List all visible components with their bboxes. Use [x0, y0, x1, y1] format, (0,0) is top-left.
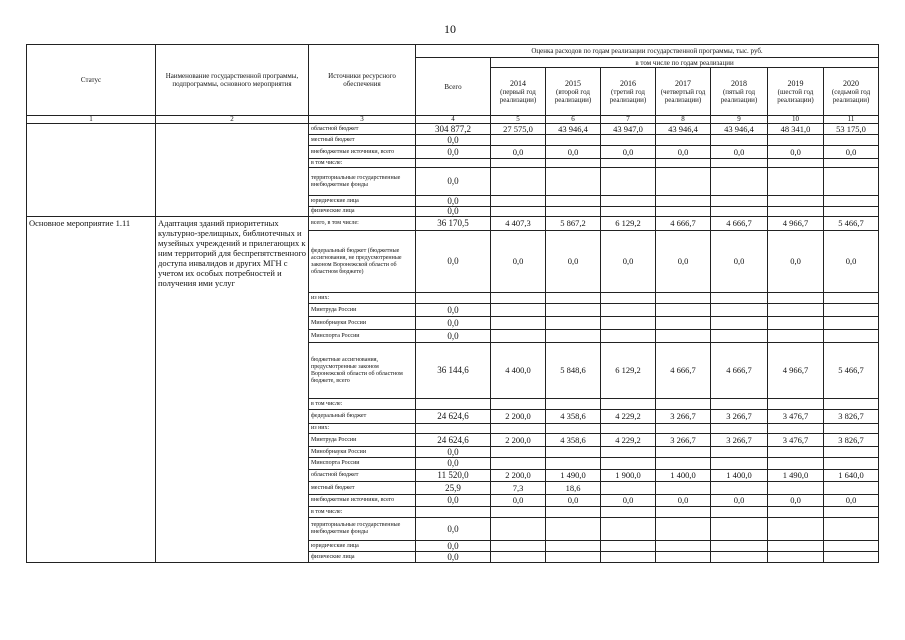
- year-value-cell: 2 200,0: [491, 470, 546, 482]
- header-total: Всего: [416, 58, 491, 116]
- year-value-cell: 0,0: [824, 146, 879, 159]
- source-cell: в том числе:: [309, 507, 416, 518]
- header-year-2017: [656, 68, 711, 116]
- year-value-cell: [824, 330, 879, 343]
- year-value-cell: [824, 424, 879, 434]
- year-value-cell: [601, 135, 656, 146]
- source-cell: из них:: [309, 424, 416, 434]
- year-value-cell: [491, 330, 546, 343]
- year-value-cell: [601, 518, 656, 541]
- year-value-cell: [601, 293, 656, 304]
- header-year-number: 2014: [510, 78, 526, 88]
- year-value-cell: 43 946,4: [546, 124, 601, 135]
- source-cell: Минспорта России: [309, 458, 416, 470]
- total-cell: [416, 293, 491, 304]
- year-value-cell: [768, 541, 824, 552]
- year-value-cell: [711, 293, 768, 304]
- year-value-cell: 0,0: [711, 495, 768, 507]
- year-value-cell: [601, 399, 656, 410]
- source-cell: Минобрнауки России: [309, 447, 416, 458]
- header-year-label: (первый год реализации): [499, 87, 537, 104]
- year-value-cell: 1 400,0: [711, 470, 768, 482]
- year-value-cell: 1 490,0: [546, 470, 601, 482]
- total-cell: 24 624,6: [416, 410, 491, 424]
- year-value-cell: [656, 518, 711, 541]
- year-value-cell: 5 867,2: [546, 217, 601, 231]
- page-number: 10: [444, 22, 456, 36]
- source-cell: местный бюджет: [309, 135, 416, 146]
- year-value-cell: [711, 424, 768, 434]
- year-value-cell: [491, 507, 546, 518]
- year-value-cell: [711, 507, 768, 518]
- total-cell: 0,0: [416, 304, 491, 317]
- year-value-cell: [656, 541, 711, 552]
- year-value-cell: [601, 424, 656, 434]
- year-value-cell: [656, 135, 711, 146]
- year-value-cell: [491, 424, 546, 434]
- year-value-cell: [546, 159, 601, 168]
- year-value-cell: 4 229,2: [601, 434, 656, 447]
- year-value-cell: [768, 507, 824, 518]
- year-value-cell: [656, 168, 711, 196]
- year-value-cell: [546, 552, 601, 563]
- total-cell: 0,0: [416, 330, 491, 343]
- column-number: 3: [309, 116, 416, 124]
- header-year-number: 2016: [620, 78, 636, 88]
- total-cell: 0,0: [416, 196, 491, 207]
- year-value-cell: [546, 424, 601, 434]
- year-value-cell: [601, 507, 656, 518]
- header-year-2020: [824, 68, 879, 116]
- source-cell: в том числе:: [309, 399, 416, 410]
- source-cell: внебюджетные источники, всего: [309, 146, 416, 159]
- total-cell: 0,0: [416, 447, 491, 458]
- year-value-cell: 5 466,7: [824, 217, 879, 231]
- year-value-cell: [656, 507, 711, 518]
- year-value-cell: [824, 135, 879, 146]
- total-cell: 0,0: [416, 518, 491, 541]
- year-value-cell: [768, 168, 824, 196]
- year-value-cell: 2 200,0: [491, 410, 546, 424]
- year-value-cell: 0,0: [711, 231, 768, 293]
- year-value-cell: 43 946,4: [711, 124, 768, 135]
- column-number: 2: [156, 116, 309, 124]
- header-by-years: в том числе по годам реализации: [491, 58, 879, 68]
- header-year-number: 2019: [787, 78, 804, 88]
- year-value-cell: [711, 399, 768, 410]
- total-cell: 0,0: [416, 207, 491, 217]
- year-value-cell: [601, 552, 656, 563]
- year-value-cell: [601, 159, 656, 168]
- total-cell: [416, 507, 491, 518]
- year-value-cell: [711, 317, 768, 330]
- year-value-cell: [711, 541, 768, 552]
- source-cell: физические лица: [309, 552, 416, 563]
- year-value-cell: [491, 196, 546, 207]
- year-value-cell: [601, 330, 656, 343]
- year-value-cell: [711, 482, 768, 495]
- status-cell: [27, 124, 156, 217]
- total-cell: 304 877,2: [416, 124, 491, 135]
- column-number: 4: [416, 116, 491, 124]
- year-value-cell: [711, 447, 768, 458]
- year-value-cell: [824, 458, 879, 470]
- year-value-cell: [768, 317, 824, 330]
- year-value-cell: [601, 196, 656, 207]
- year-value-cell: [491, 541, 546, 552]
- header-year-2014: [491, 68, 546, 116]
- year-value-cell: 3 266,7: [656, 434, 711, 447]
- year-value-cell: 0,0: [601, 146, 656, 159]
- year-value-cell: [824, 447, 879, 458]
- total-cell: 0,0: [416, 168, 491, 196]
- year-value-cell: [824, 304, 879, 317]
- year-value-cell: 4 666,7: [656, 217, 711, 231]
- year-value-cell: [768, 482, 824, 495]
- year-value-cell: [491, 159, 546, 168]
- year-value-cell: [656, 330, 711, 343]
- header-name: Наименование государственной программы, подпрограммы, основного мероприятия: [156, 45, 309, 116]
- table-row: [27, 124, 879, 135]
- year-value-cell: [824, 552, 879, 563]
- year-value-cell: [491, 168, 546, 196]
- year-value-cell: [546, 330, 601, 343]
- year-value-cell: 1 400,0: [656, 470, 711, 482]
- total-cell: 25,9: [416, 482, 491, 495]
- year-value-cell: [711, 518, 768, 541]
- source-cell: юридические лица: [309, 541, 416, 552]
- source-cell: бюджетные ассигнования, предусмотренные законом Воронежской области об областном бюджете, всего: [309, 343, 416, 399]
- year-value-cell: [656, 424, 711, 434]
- year-value-cell: [491, 399, 546, 410]
- column-number: 11: [824, 116, 879, 124]
- year-value-cell: 0,0: [768, 146, 824, 159]
- year-value-cell: 43 947,0: [601, 124, 656, 135]
- year-value-cell: [546, 458, 601, 470]
- year-value-cell: [824, 541, 879, 552]
- header-year-label: (второй год реализации): [554, 87, 592, 104]
- year-value-cell: 4 400,0: [491, 343, 546, 399]
- year-value-cell: [768, 293, 824, 304]
- year-value-cell: 3 826,7: [824, 434, 879, 447]
- source-cell: всего, в том числе:: [309, 217, 416, 231]
- year-value-cell: 3 266,7: [711, 434, 768, 447]
- year-value-cell: 18,6: [546, 482, 601, 495]
- header-year-label: (четвертый год реализации): [660, 87, 706, 104]
- source-cell: территориальные государственные внебюджетные фонды: [309, 518, 416, 541]
- source-cell: Минспорта России: [309, 330, 416, 343]
- year-value-cell: 3 826,7: [824, 410, 879, 424]
- year-value-cell: 2 200,0: [491, 434, 546, 447]
- year-value-cell: 6 129,2: [601, 217, 656, 231]
- header-year-2015: [546, 68, 601, 116]
- year-value-cell: [824, 399, 879, 410]
- year-value-cell: 4 966,7: [768, 343, 824, 399]
- status-cell: Основное мероприятие 1.11: [27, 217, 156, 563]
- header-year-2018: [711, 68, 768, 116]
- total-cell: 0,0: [416, 541, 491, 552]
- source-cell: областной бюджет: [309, 470, 416, 482]
- header-year-number: 2017: [675, 78, 691, 88]
- year-value-cell: 4 666,7: [711, 343, 768, 399]
- year-value-cell: [546, 168, 601, 196]
- year-value-cell: [711, 330, 768, 343]
- year-value-cell: [656, 482, 711, 495]
- year-value-cell: [491, 304, 546, 317]
- year-value-cell: 4 666,7: [711, 217, 768, 231]
- year-value-cell: [656, 207, 711, 217]
- header-year-2016: [601, 68, 656, 116]
- source-cell: Минобрнауки России: [309, 317, 416, 330]
- year-value-cell: [546, 399, 601, 410]
- source-cell: федеральный бюджет: [309, 410, 416, 424]
- year-value-cell: [824, 507, 879, 518]
- header-year-number: 2015: [565, 78, 581, 88]
- source-cell: в том числе:: [309, 159, 416, 168]
- year-value-cell: [546, 207, 601, 217]
- total-cell: 0,0: [416, 317, 491, 330]
- year-value-cell: 0,0: [656, 495, 711, 507]
- year-value-cell: [601, 447, 656, 458]
- year-value-cell: [768, 518, 824, 541]
- year-value-cell: [768, 552, 824, 563]
- year-value-cell: [656, 196, 711, 207]
- source-cell: юридические лица: [309, 196, 416, 207]
- year-value-cell: [711, 135, 768, 146]
- column-number: 7: [601, 116, 656, 124]
- total-cell: 11 520,0: [416, 470, 491, 482]
- year-value-cell: [768, 159, 824, 168]
- year-value-cell: 1 490,0: [768, 470, 824, 482]
- table-row: [27, 217, 879, 231]
- year-value-cell: 27 575,0: [491, 124, 546, 135]
- year-value-cell: [656, 552, 711, 563]
- year-value-cell: [824, 168, 879, 196]
- year-value-cell: [768, 304, 824, 317]
- year-value-cell: [546, 447, 601, 458]
- year-value-cell: [601, 207, 656, 217]
- year-value-cell: [711, 304, 768, 317]
- year-value-cell: [824, 196, 879, 207]
- year-value-cell: [824, 207, 879, 217]
- total-cell: 24 624,6: [416, 434, 491, 447]
- year-value-cell: [656, 447, 711, 458]
- source-cell: областной бюджет: [309, 124, 416, 135]
- year-value-cell: 0,0: [491, 495, 546, 507]
- year-value-cell: 48 341,0: [768, 124, 824, 135]
- year-value-cell: [711, 552, 768, 563]
- source-cell: из них:: [309, 293, 416, 304]
- header-year-label: (седьмой год реализации): [831, 87, 871, 104]
- header-sources: Источники ресурсного обеспечения: [309, 45, 416, 116]
- year-value-cell: [711, 196, 768, 207]
- year-value-cell: [546, 317, 601, 330]
- year-value-cell: [491, 317, 546, 330]
- year-value-cell: [601, 168, 656, 196]
- year-value-cell: 4 407,3: [491, 217, 546, 231]
- year-value-cell: 0,0: [824, 495, 879, 507]
- header-year-number: 2020: [843, 78, 860, 88]
- year-value-cell: 3 266,7: [711, 410, 768, 424]
- year-value-cell: 0,0: [656, 146, 711, 159]
- year-value-cell: 5 466,7: [824, 343, 879, 399]
- total-cell: 0,0: [416, 552, 491, 563]
- year-value-cell: [546, 304, 601, 317]
- year-value-cell: [711, 207, 768, 217]
- year-value-cell: [491, 518, 546, 541]
- year-value-cell: 0,0: [601, 231, 656, 293]
- year-value-cell: [768, 424, 824, 434]
- source-cell: физические лица: [309, 207, 416, 217]
- year-value-cell: [601, 482, 656, 495]
- year-value-cell: [824, 482, 879, 495]
- year-value-cell: [824, 293, 879, 304]
- year-value-cell: [601, 541, 656, 552]
- header-year-label: (пятый год реализации): [720, 87, 758, 104]
- year-value-cell: 4 966,7: [768, 217, 824, 231]
- header-estimate: Оценка расходов по годам реализации государственной программы, тыс. руб.: [416, 45, 879, 58]
- total-cell: [416, 399, 491, 410]
- budget-table: [26, 44, 879, 563]
- year-value-cell: 3 476,7: [768, 434, 824, 447]
- year-value-cell: [656, 293, 711, 304]
- year-value-cell: [656, 304, 711, 317]
- year-value-cell: [824, 518, 879, 541]
- year-value-cell: [824, 317, 879, 330]
- total-cell: 36 170,5: [416, 217, 491, 231]
- year-value-cell: [824, 159, 879, 168]
- header-year-label: (третий год реализации): [609, 87, 647, 104]
- year-value-cell: [711, 159, 768, 168]
- year-value-cell: 1 640,0: [824, 470, 879, 482]
- measure-name-cell: Адаптация зданий приоритетных культурно-зрелищных, библиотечных и музейных учреждений и прилегающих к ним территорий для беспрепятственного доступа инвалидов и других МГН с учетом их особых потребностей и получения ими услуг: [156, 217, 309, 563]
- year-value-cell: 7,3: [491, 482, 546, 495]
- year-value-cell: 4 666,7: [656, 343, 711, 399]
- source-cell: местный бюджет: [309, 482, 416, 495]
- source-cell: внебюджетные источники, всего: [309, 495, 416, 507]
- year-value-cell: [546, 293, 601, 304]
- year-value-cell: 53 175,0: [824, 124, 879, 135]
- year-value-cell: 0,0: [546, 495, 601, 507]
- column-number: 10: [768, 116, 824, 124]
- column-number: 6: [546, 116, 601, 124]
- year-value-cell: 3 476,7: [768, 410, 824, 424]
- total-cell: 0,0: [416, 495, 491, 507]
- year-value-cell: 0,0: [546, 231, 601, 293]
- total-cell: [416, 424, 491, 434]
- year-value-cell: [491, 447, 546, 458]
- year-value-cell: [491, 293, 546, 304]
- year-value-cell: 0,0: [491, 146, 546, 159]
- year-value-cell: [546, 507, 601, 518]
- year-value-cell: 5 848,6: [546, 343, 601, 399]
- total-cell: 36 144,6: [416, 343, 491, 399]
- year-value-cell: 6 129,2: [601, 343, 656, 399]
- year-value-cell: [768, 207, 824, 217]
- year-value-cell: 0,0: [824, 231, 879, 293]
- year-value-cell: [546, 518, 601, 541]
- year-value-cell: [768, 458, 824, 470]
- year-value-cell: 0,0: [768, 231, 824, 293]
- year-value-cell: 0,0: [601, 495, 656, 507]
- total-cell: 0,0: [416, 135, 491, 146]
- year-value-cell: 0,0: [768, 495, 824, 507]
- year-value-cell: [491, 552, 546, 563]
- year-value-cell: [656, 317, 711, 330]
- total-cell: 0,0: [416, 231, 491, 293]
- year-value-cell: [711, 168, 768, 196]
- source-cell: территориальные государственные внебюджетные фонды: [309, 168, 416, 196]
- source-cell: федеральный бюджет (бюджетные ассигнования, не предусмотренные законом Воронежской области об областном бюджете): [309, 231, 416, 293]
- year-value-cell: [656, 399, 711, 410]
- year-value-cell: [546, 196, 601, 207]
- header-year-2019: [768, 68, 824, 116]
- year-value-cell: 0,0: [546, 146, 601, 159]
- year-value-cell: 4 358,6: [546, 434, 601, 447]
- header-year-label: (шестой год реализации): [777, 87, 814, 104]
- year-value-cell: [601, 458, 656, 470]
- year-value-cell: 4 229,2: [601, 410, 656, 424]
- column-number: 1: [27, 116, 156, 124]
- source-cell: Минтруда России: [309, 304, 416, 317]
- year-value-cell: [491, 458, 546, 470]
- year-value-cell: 0,0: [711, 146, 768, 159]
- year-value-cell: 4 358,6: [546, 410, 601, 424]
- column-number: 8: [656, 116, 711, 124]
- year-value-cell: [601, 304, 656, 317]
- year-value-cell: [491, 135, 546, 146]
- year-value-cell: [768, 447, 824, 458]
- year-value-cell: [768, 196, 824, 207]
- source-cell: Минтруда России: [309, 434, 416, 447]
- year-value-cell: 1 900,0: [601, 470, 656, 482]
- header-year-number: 2018: [731, 78, 747, 88]
- column-number: 5: [491, 116, 546, 124]
- year-value-cell: [656, 458, 711, 470]
- year-value-cell: [711, 458, 768, 470]
- total-cell: 0,0: [416, 458, 491, 470]
- year-value-cell: 3 266,7: [656, 410, 711, 424]
- measure-name-cell: [156, 124, 309, 217]
- year-value-cell: [656, 159, 711, 168]
- total-cell: 0,0: [416, 146, 491, 159]
- header-status: Статус: [27, 45, 156, 116]
- year-value-cell: [768, 330, 824, 343]
- year-value-cell: [768, 135, 824, 146]
- year-value-cell: [546, 541, 601, 552]
- year-value-cell: 0,0: [656, 231, 711, 293]
- year-value-cell: 43 946,4: [656, 124, 711, 135]
- year-value-cell: [546, 135, 601, 146]
- column-number: 9: [711, 116, 768, 124]
- year-value-cell: [601, 317, 656, 330]
- year-value-cell: [491, 207, 546, 217]
- year-value-cell: 0,0: [491, 231, 546, 293]
- total-cell: [416, 159, 491, 168]
- year-value-cell: [768, 399, 824, 410]
